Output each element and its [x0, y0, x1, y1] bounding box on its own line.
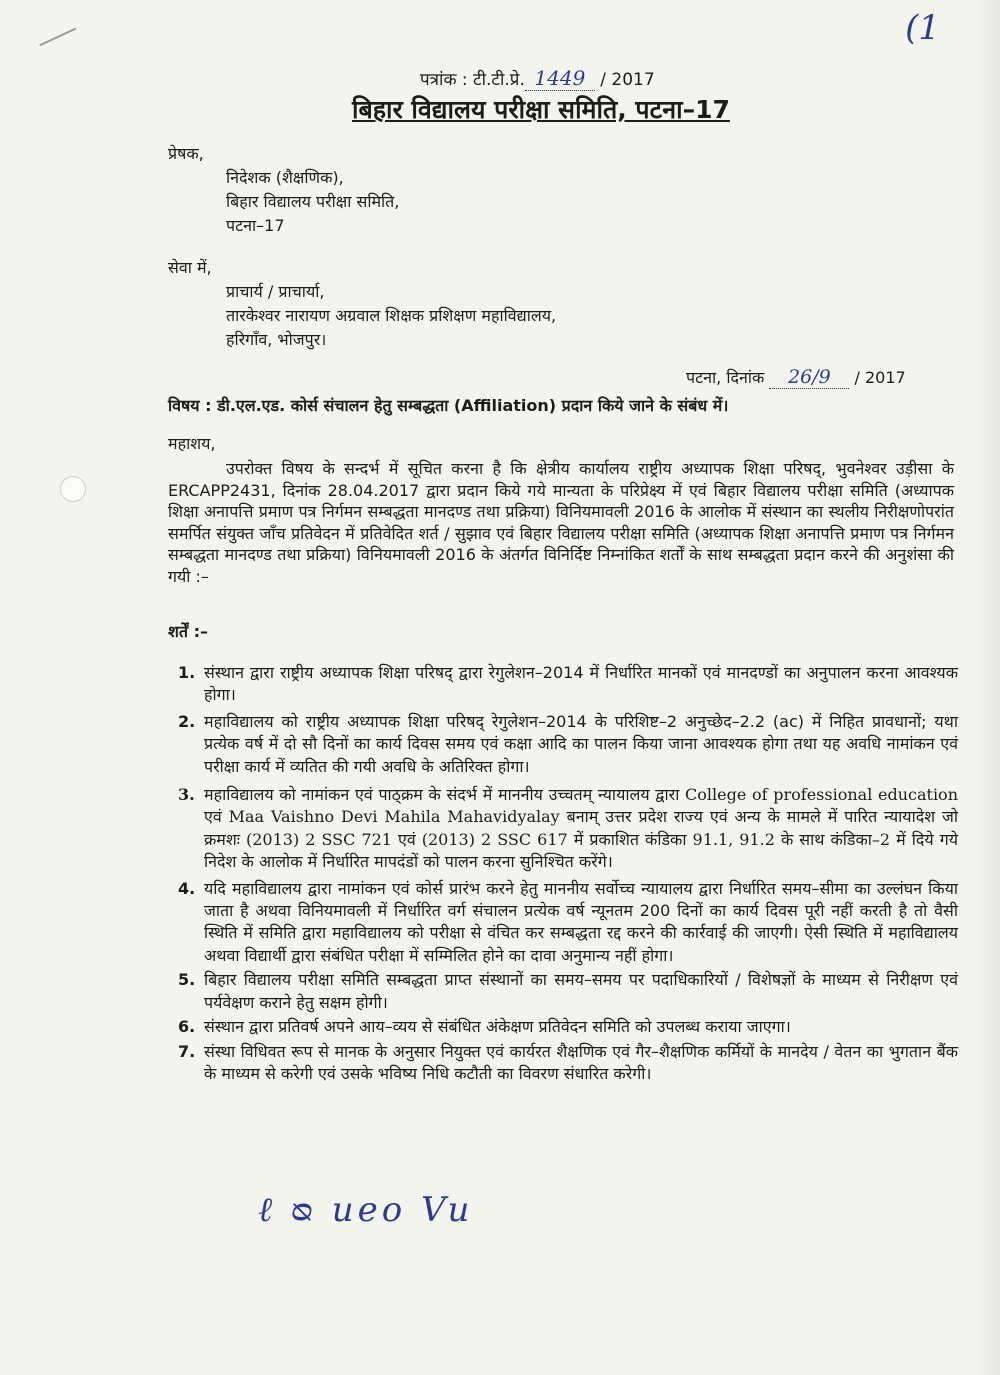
condition-text: संस्था विधिवत रूप से मानक के अनुसार नियुक्त एवं कार्यरत शैक्षणिक एवं गैर–शैक्षणिक कर्मियों के मानदेय / वेतन का भुगतान बैंक के माध्यम से करेगी एवं उसके भविष्य निधि कटौती का विवरण संधारित करेगी। [204, 1041, 958, 1083]
organization-title: बिहार विद्यालय परीक्षा समिति, पटना–17 [352, 95, 730, 124]
salutation: महाशय, [168, 434, 216, 453]
body-paragraph: उपरोक्त विषय के सन्दर्भ में सूचित करना है कि क्षेत्रीय कार्यालय राष्ट्रीय अध्यापक शिक्षा परिषद्, भुवनेश्वर उड़ीसा के ERCAPP2431, दिनांक 28.04.2017 द्वारा प्रदान किये गये मान्यता के परिप्रेक्ष्य में एवं बिहार विद्यालय परीक्षा समिति (अध्यापक शिक्षा अनापत्ति प्रमाण पत्र निर्गमन सम्बद्धता मानदण्ड तथा प्रक्रिया) विनियमावली 2016 के आलोक में संस्थान का स्थलीय निरीक्षणोपरांत समर्पित संयुक्त जाँच प्रतिवेदन में प्रतिवेदित शर्त / सुझाव एवं बिहार विद्यालय परीक्षा समिति (अध्यापक शिक्षा अनापत्ति प्रमाण पत्र निर्गमन सम्बद्धता मानदण्ड तथा प्रक्रिया) विनियमावली 2016 के अंतर्गत विनिर्दिष्ट निम्नांकित शर्तों के साथ सम्बद्धता प्रदान करने की अनुशंसा की गयी :– [168, 459, 954, 586]
condition-text: महाविद्यालय को राष्ट्रीय अध्यापक शिक्षा परिषद् रेगुलेशन–2014 के परिशिष्ट–2 अनुच्छेद–2.2 (ac) में निहित प्रावधानों; यथा प्रत्येक वर्ष में दो सौ दिनों का कार्य दिवस समय एवं कक्षा आदि का पालन किया जाना आवश्यक होगा तथा यह अवधि नामांकन एवं परीक्षा कार्य में व्यतित की गयी अवधि के अतिरिक्त होगा। [204, 711, 958, 776]
condition-number: 1. [178, 663, 196, 682]
punch-hole [60, 476, 86, 502]
subject-label: विषय : [168, 396, 212, 415]
condition-item [168, 1016, 958, 1038]
conditions-heading: शर्तें :– [168, 622, 208, 641]
date-line [686, 366, 906, 389]
page-edge-shadow [976, 0, 1000, 1375]
condition-item [168, 969, 958, 1014]
staple-mark [39, 28, 85, 65]
condition-number: 4. [178, 878, 196, 898]
sender-line: निदेशक (शैक्षणिक), [226, 168, 344, 187]
ref-number-handwritten: 1449 [525, 66, 595, 91]
date-prefix: पटना, दिनांक [686, 368, 765, 387]
condition-text: यदि महाविद्यालय द्वारा नामांकन एवं कोर्स प्रारंभ करने हेतु माननीय सर्वोच्च न्यायालय द्वारा निर्धारित समय–सीमा का उल्लंघन किया जाता है अथवा विनियमावली में निर्धारित वर्ग संचालन प्रत्येक वर्ष न्यूनतम 200 दिनों का कार्य दिवस पूरी नहीं करती है तो वैसी स्थिति में समिति द्वारा महाविद्यालय को परीक्षा से वंचित कर सम्बद्धता रद्द करने की कार्रवाई की जाएगी। ऐसी स्थिति में महाविद्यालय अथवा विद्यार्थी द्वारा संबंधित परीक्षा में सम्मिलित होने का दावा अनुमान्य नहीं होगा। [204, 878, 958, 965]
condition-item [168, 662, 958, 707]
condition-number: 6. [178, 1017, 196, 1037]
condition-number: 2. [178, 711, 196, 731]
recipient-label: सेवा में, [168, 258, 212, 277]
reference-line [420, 66, 655, 91]
handwritten-signature: ℓ ᴓ ueo Vu [258, 1190, 474, 1230]
sender-line: बिहार विद्यालय परीक्षा समिति, [226, 192, 400, 211]
sender-block [168, 142, 399, 238]
condition-item [168, 784, 958, 874]
conditions-list [168, 662, 958, 1085]
ref-prefix: पत्रांक : टी.टी.प्रे. [420, 70, 525, 90]
recipient-line: प्राचार्य / प्राचार्या, [226, 282, 325, 301]
condition-text: महाविद्यालय को नामांकन एवं पाठ्क्रम के संदर्भ में माननीय उच्चतम् न्यायालय द्वारा College of professional education एवं Maa Vaishno Devi Mahila Mahavidyalay बनाम् उत्तर प्रदेश राज्य एवं अन्य के मामले में पारित न्यायादेश जो क्रमशः (2013) 2 SSC 721 एवं (2013) 2 SSC 617 में प्रकाशित कंडिका 91.1, 91.2 के साथ कंडिका–2 में दिये गये निदेश के आलोक में निर्धारित मापदंडों को पालन करना सुनिश्चित करेंगे। [204, 785, 958, 872]
subject-text: डी.एल.एड. कोर्स संचालन हेतु सम्बद्धता (Affiliation) प्रदान किये जाने के संबंध में। [217, 396, 729, 415]
sender-line: पटना–17 [226, 216, 285, 235]
condition-text: संस्थान द्वारा प्रतिवर्ष अपने आय–व्यय से संबंधित अंकेक्षण प्रतिवेदन समिति को उपलब्ध कराया जाएगा। [204, 1017, 791, 1037]
condition-text: संस्थान द्वारा राष्ट्रीय अध्यापक शिक्षा परिषद् द्वारा रेगुलेशन–2014 में निर्धारित मानकों एवं मानदण्डों का अनुपालन करना आवश्यक होगा। [204, 663, 958, 705]
recipient-line: तारकेश्वर नारायण अग्रवाल शिक्षक प्रशिक्षण महाविद्यालय, [226, 306, 557, 325]
recipient-line: हरिगाँव, भोजपुर। [226, 330, 327, 349]
condition-number: 3. [178, 785, 195, 805]
date-year: / 2017 [854, 368, 906, 387]
condition-number: 5. [178, 970, 196, 990]
sender-label: प्रेषक, [168, 144, 204, 163]
condition-item [168, 1041, 958, 1086]
handwritten-corner-mark: (1 [905, 8, 940, 48]
subject-line [168, 394, 728, 416]
date-handwritten: 26/9 [769, 366, 849, 389]
recipient-block [168, 256, 556, 352]
condition-number: 7. [178, 1041, 196, 1061]
condition-item [168, 878, 958, 968]
ref-year: / 2017 [600, 70, 655, 90]
condition-item [168, 711, 958, 778]
condition-text: बिहार विद्यालय परीक्षा समिति सम्बद्धता प्राप्त संस्थानों का समय–समय पर पदाधिकारियों / विशेषज्ञों के माध्यम से निरीक्षण एवं पर्यवेक्षण कराने हेतु सक्षम होगी। [204, 970, 958, 1012]
